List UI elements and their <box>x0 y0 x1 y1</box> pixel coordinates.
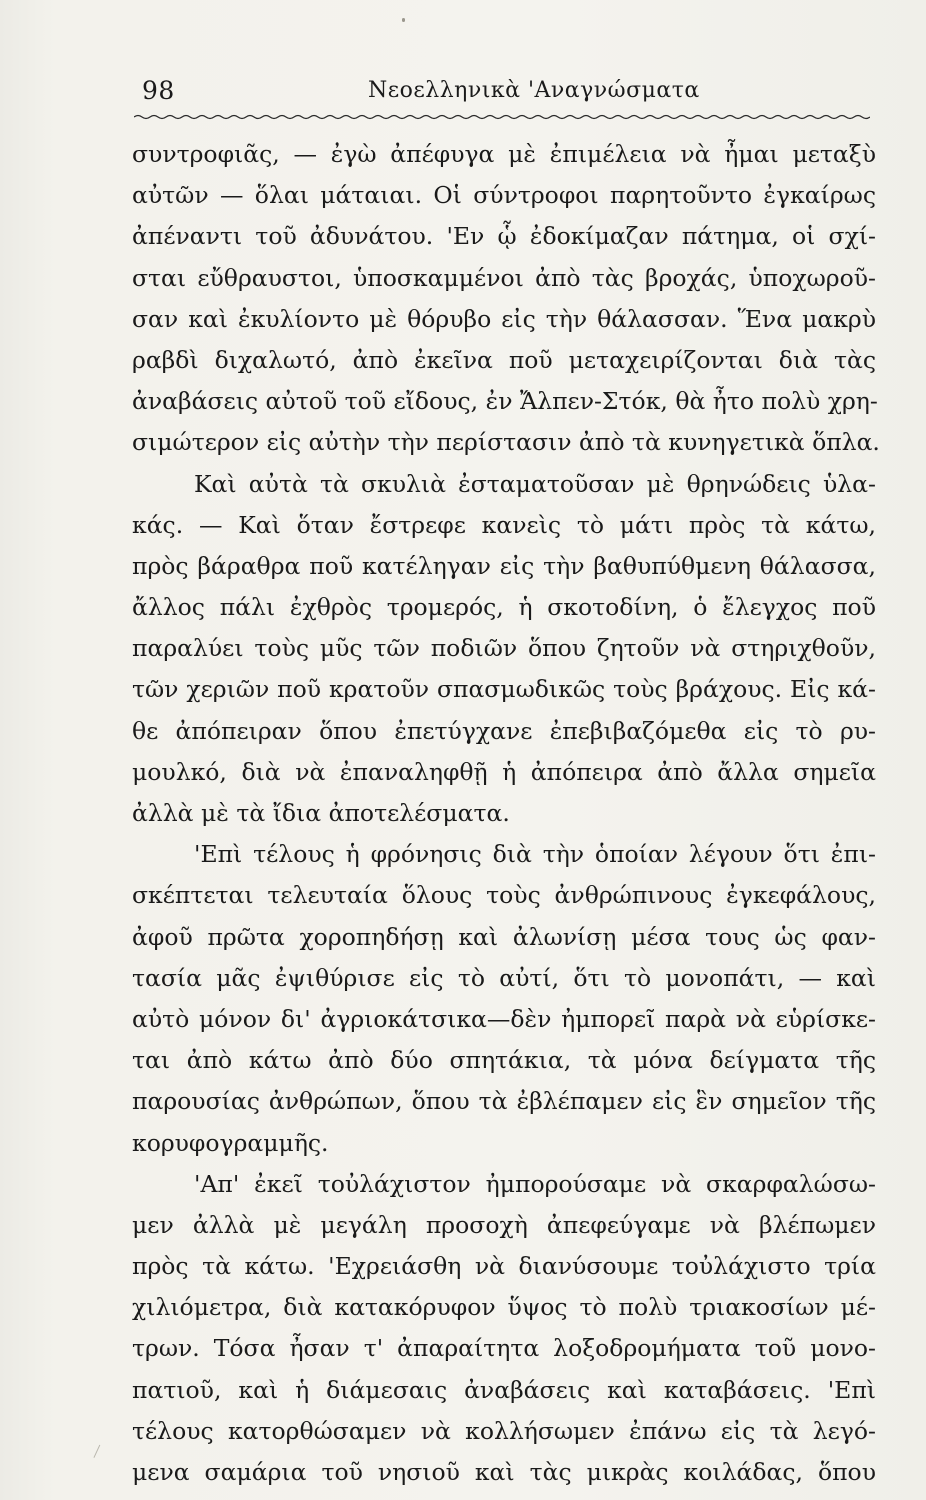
ink-speck <box>402 18 405 22</box>
text-line: θε ἀπόπειραν ὅπου ἐπετύγχανε ἐπεβιβαζόμεθα εἰς τὸ ρυ- <box>132 716 876 745</box>
text-line: ἀφοῦ πρῶτα χοροπηδήσῃ καὶ ἀλωνίσῃ μέσα τους ὡς φαν- <box>132 922 876 951</box>
text-line: τρων. Τόσα ἦσαν τ' ἀπαραίτητα λοξοδρομήματα τοῦ μονο- <box>132 1334 876 1363</box>
text-line: Καὶ αὐτὰ τὰ σκυλιὰ ἐσταματοῦσαν μὲ θρηνώδεις ὑλα- <box>194 469 876 498</box>
text-line: παρουσίας ἀνθρώπων, ὅπου τὰ ἐβλέπαμεν εἰς ἓν σημεῖον τῆς <box>132 1087 876 1116</box>
text-line: αὐτῶν — ὅλαι μάταιαι. Οἱ σύντροφοι παρητοῦντο ἐγκαίρως <box>132 181 876 210</box>
text-line: κορυφογραμμῆς. <box>132 1128 329 1157</box>
text-line: ραβδὶ διχαλωτό, ἀπὸ ἐκεῖνα ποῦ μεταχειρίζονται διὰ τὰς <box>132 345 876 374</box>
header-rule <box>134 114 870 120</box>
text-line: τέλους κατορθώσαμεν νὰ κολλήσωμεν ἐπάνω εἰς τὰ λεγό- <box>132 1416 876 1445</box>
text-line: τῶν χεριῶν ποῦ κρατοῦν σπασμωδικῶς τοὺς βράχους. Εἰς κά- <box>132 675 876 704</box>
text-line: πρὸς βάραθρα ποῦ κατέληγαν εἰς τὴν βαθυπύθμενη θάλασσα, <box>132 551 876 580</box>
text-line: πρὸς τὰ κάτω. 'Εχρειάσθη νὰ διανύσουμε τοὐλάχιστο τρία <box>132 1252 876 1281</box>
text-line: σκέπτεται τελευταία ὅλους τοὺς ἀνθρώπινους ἐγκεφάλους, <box>132 881 876 910</box>
text-line: μεν ἀλλὰ μὲ μεγάλη προσοχὴ ἀπεφεύγαμε νὰ βλέπωμεν <box>132 1210 876 1239</box>
text-line: συντροφιᾶς, — ἐγὼ ἀπέφυγα μὲ ἐπιμέλεια νὰ ἦμαι μεταξὺ <box>132 140 876 168</box>
text-line: μουλκό, διὰ νὰ ἐπαναληφθῇ ἡ ἀπόπειρα ἀπὸ ἄλλα σημεῖα <box>132 757 876 786</box>
page-mark <box>93 1445 107 1461</box>
text-line: ἄλλος πάλι ἐχθρὸς τρομερός, ἡ σκοτοδίνη, ὁ ἔλεγχος ποῦ <box>132 593 876 622</box>
running-title: Νεοελληνικὰ 'Αναγνώσματα <box>368 78 700 103</box>
text-line: ἀλλὰ μὲ τὰ ἴδια ἀποτελέσματα. <box>132 799 510 827</box>
text-line: 'Επὶ τέλους ἡ φρόνησις διὰ τὴν ὁποίαν λέγουν ὅτι ἐπι- <box>194 840 876 869</box>
page-header <box>142 76 870 116</box>
text-line: μενα σαμάρια τοῦ νησιοῦ καὶ τὰς μικρὰς κοιλάδας, ὅπου <box>132 1458 876 1486</box>
text-line: σται εὔθραυστοι, ὑποσκαμμένοι ἀπὸ τὰς βροχάς, ὑποχωροῦ- <box>132 263 876 292</box>
text-line: σαν καὶ ἐκυλίοντο μὲ θόρυβο εἰς τὴν θάλασσαν. Ἕνα μακρὺ <box>132 304 876 333</box>
page-number: 98 <box>142 76 175 105</box>
text-line: σιμώτερον εἰς αὐτὴν τὴν περίστασιν ἀπὸ τὰ κυνηγετικὰ ὅπλα. <box>132 428 880 457</box>
text-line: ἀναβάσεις αὐτοῦ τοῦ εἴδους, ἐν Ἄλπεν-Στόκ, θὰ ἦτο πολὺ χρη- <box>132 387 878 416</box>
body-text <box>132 134 880 1493</box>
text-line: ἀπέναντι τοῦ ἀδυνάτου. 'Εν ᾧ ἐδοκίμαζαν πάτημα, οἱ σχί- <box>132 222 876 251</box>
text-line: χιλιόμετρα, διὰ κατακόρυφον ὕψος τὸ πολὺ τριακοσίων μέ- <box>132 1293 876 1322</box>
text-line: πατιοῦ, καὶ ἡ διάμεσαις ἀναβάσεις καὶ καταβάσεις. 'Επὶ <box>132 1375 876 1404</box>
text-line: αὐτὸ μόνον δι' ἀγριοκάτσικα—δὲν ἠμπορεῖ παρὰ νὰ εὑρίσκε- <box>132 1004 876 1033</box>
text-line: παραλύει τοὺς μῦς τῶν ποδιῶν ὅπου ζητοῦν νὰ στηριχθοῦν, <box>132 634 876 663</box>
text-line: ται ἀπὸ κάτω ἀπὸ δύο σπητάκια, τὰ μόνα δείγματα τῆς <box>132 1046 876 1075</box>
text-line: 'Απ' ἐκεῖ τοὐλάχιστον ἠμπορούσαμε νὰ σκαρφαλώσω- <box>194 1169 876 1198</box>
text-line: τασία μᾶς ἐψιθύρισε εἰς τὸ αὐτί, ὅτι τὸ μονοπάτι, — καὶ <box>132 963 876 992</box>
text-line: κάς. — Καὶ ὅταν ἔστρεφε κανεὶς τὸ μάτι πρὸς τὰ κάτω, <box>132 510 876 539</box>
